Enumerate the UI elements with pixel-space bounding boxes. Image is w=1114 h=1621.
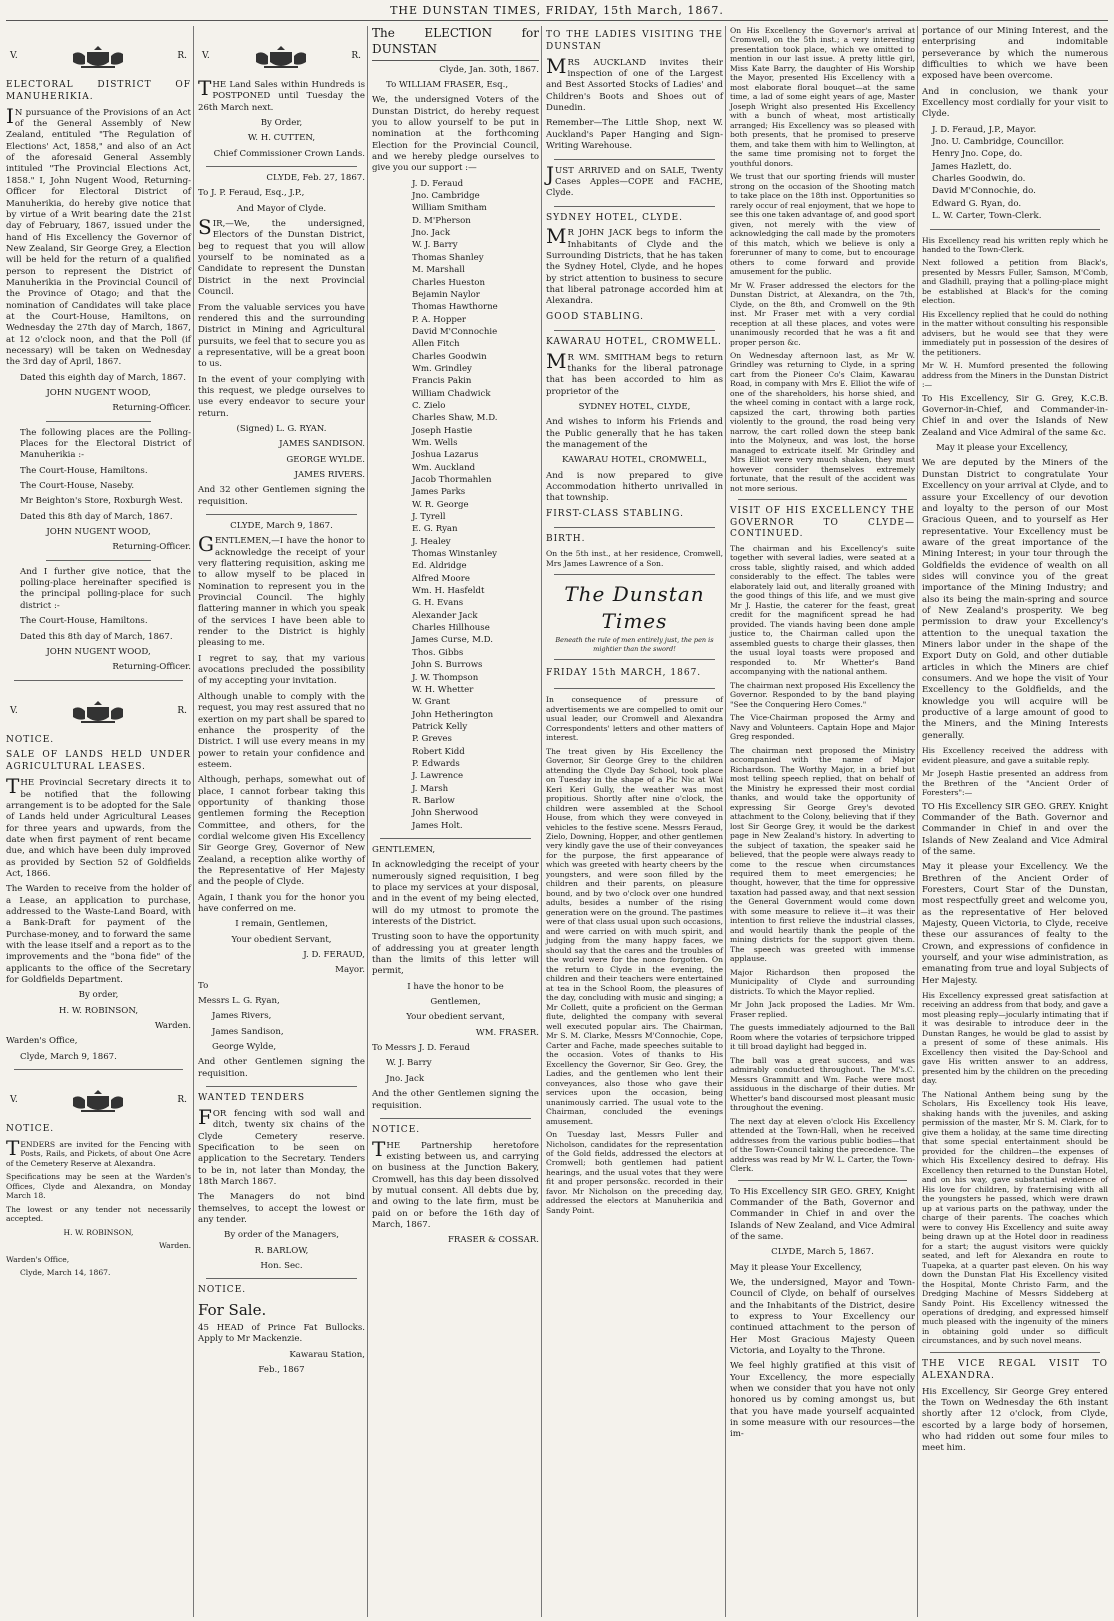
news-paragraph: Mr W. H. Mumford presented the following address from the Miners in the Dunstan District :— — [922, 361, 1108, 390]
apples-ad: JUST ARRIVED and on SALE, Twenty Cases Apples—COPE and FACHE, Clyde. — [546, 161, 723, 199]
birth-heading: BIRTH. — [546, 533, 586, 544]
dated-line: Dated this eighth day of March, 1867. — [20, 372, 186, 383]
signer: WM. FRASER. — [475, 1027, 539, 1038]
stabling-heading: GOOD STABLING. — [546, 311, 644, 322]
reply-body: Although unable to comply with the request, you may rest assured that no exertion on my part shall be spared to enhance the prosperity of the District. I will use every means in my power to retain your confidence and esteem. — [198, 691, 365, 770]
royal-crest — [10, 1088, 187, 1114]
news-paragraph: The ball was a great success, and was admirably conducted throughout. The M's.C. Messrs Grammitt and Wm. Fache were most assiduous in the discharge of their duties. Mr Whetter's band discoursed most pleasant music throughout the evening. — [730, 1055, 915, 1113]
crest-r: R. — [177, 705, 187, 716]
address-heading: TO His Excellency SIR GEO. GREY. Knight Commander of the Bath. Governor and Commander in Chief in and over the Islands of New Zealand and Vice Admiral of the same. — [922, 801, 1108, 857]
masthead: THE DUNSTAN TIMES, FRIDAY, 15th March, 1867. — [390, 4, 724, 17]
signatory-name: W. R. George — [412, 499, 469, 510]
address-body: portance of our Mining Interest, and the enterprising and indomitable perseverance by which the numerous difficulties to which we have been exposed have been overcome. — [922, 26, 1108, 82]
signatory-name: John Sherwood — [412, 808, 479, 819]
land-sales-notice: THE Land Sales within Hundreds is POSTPONED until Tuesday the 26th March next. — [198, 76, 365, 113]
separator — [46, 421, 151, 422]
salutation: GENTLEMEN, — [372, 844, 436, 855]
dated-line: Dated this 8th day of March, 1867. — [20, 511, 173, 522]
royal-crest — [10, 44, 187, 70]
bullocks-ad: 45 HEAD of Prince Fat Bullocks. Apply to Mr Mackenzie. — [198, 1323, 365, 1345]
news-paragraph: The chairman next proposed His Excellency the Governor. Responded to by the band playing "See the Conquering Hero Comes." — [730, 680, 915, 709]
ladies-body: Remember—The Little Shop, next W. Auckland's Paper Hanging and Sign-Writing Warehouse. — [546, 118, 723, 152]
smitham-body: And is now prepared to give Accommodation hitherto unrivalled in that township. — [546, 470, 723, 504]
signatory-name: Wm. Grindley — [412, 363, 472, 374]
editorial-paragraph: The treat given by His Excellency the Governor, Sir George Grey to the children attending the Clyde Day School, took place on Tuesday in the shape of a Pic Nic at Wai Keri Keri Gully, the weather was most propitious. Shortly after nine o'clock, the children were assembled at the School House, from which they were conveyed in vehicles to the festive scene. Messrs Feraud, Zielo, Downing, Hopper, and other gentlemen very kindly gave the use of their conveyances for the purpose, the first appearance of which was greeted with hearty cheers by the youngsters, and were soon filled by the children and their parents, on pleasure bound, and by two o'clock over one hundred adults, besides a number of the rising generation were on the ground. The pastimes were of that class usual upon such occasions, and were carried on with much spirit, and judging from the many happy faces, we should say that the cares and the troubles of the world were for the nonce forgotten. On the return to Clyde in the evening, the children and their teachers were entertained at tea in the School Room, the pleasures of the day, concluding with music and singing; a Mr Collett, quite a proficient on the German flute, delighted the company with several well executed popular airs. The Chairman, Mr S. M. Clarke, Messrs M'Connochie, Cope, Carter and Fache, made speeches suitable to the occasion. Votes of thanks to His Excellency the Governor, Sir Geo. Grey, the Ladies, and the gentlemen who lent their conveyances, also those who gave their services upon the occasion, being unanimously carried. The usual vote to the Chairman, concluded the evenings amusement. — [546, 746, 723, 1126]
address-body: We, the undersigned, Mayor and Town-Council of Clyde, on behalf of ourselves and the Inhabitants of the District, desire to express to Your Excellency our continued attachment to the person of Her Most Gracious Majesty Queen Victoria, and Loyalty to the Throne. — [730, 1277, 915, 1356]
notice-heading: NOTICE. — [372, 1124, 421, 1135]
sale-body: THE Provincial Secretary directs it to be notified that the following arrangement is to be adopted for the Sale of Lands held under Agricultural Leases for three years and upwards, from the date when first payment of rent became due, and which have been duly improved as provided by Section 52 of Goldfields Act, 1866. — [6, 774, 191, 879]
signatory-name: Jno. Jack — [412, 228, 451, 239]
tenders-body: Specifications may be seen at the Warden's Offices, Clyde and Alexandra, on Monday March 18. — [6, 1172, 191, 1201]
signatory-name: Robert Kidd — [412, 746, 465, 757]
separator — [554, 206, 715, 207]
news-paragraph: Mr John Jack proposed the Ladies. Mr Wm. Fraser replied. — [730, 1000, 915, 1019]
jack-body: MR JOHN JACK begs to inform the Inhabitants of Clyde and the Surrounding Districts, that he has taken the Sydney Hotel, Clyde, and he hopes by strict attention to business to secure that liberal patronage accorded him at Alexandra. — [546, 224, 723, 307]
requisition-body: SIR,—We, the undersigned, Electors of the Dunstan District, beg to request that you will allow yourself to be nominated as a Candidate to represent the Dunstan District in the next Provincial Council. — [198, 215, 365, 298]
wanted-tenders-heading: WANTED TENDERS — [198, 1093, 306, 1104]
hotel-name: SYDNEY HOTEL, CLYDE, — [578, 401, 691, 412]
fencing-body: The Managers do not bind themselves, to accept the lowest or any tender. — [198, 1192, 365, 1226]
signatory-name: J. Tyrell — [412, 512, 446, 523]
signatory-name: James Parks — [412, 487, 466, 498]
station-line: Kawarau Station, — [289, 1349, 365, 1360]
signatory-name: Jno. Cambridge — [412, 191, 480, 202]
stabling-heading: FIRST-CLASS STABLING. — [546, 508, 684, 519]
signatory-list — [922, 125, 1108, 223]
signatory-name: Edward G. Ryan, do. — [932, 198, 1022, 209]
requisition-body: In the event of your complying with this request, we pledge ourselves to use every endeavor to secure your return. — [198, 374, 365, 419]
signatory-name: Jno. U. Cambridge, Councillor. — [932, 137, 1065, 148]
tenders-body: TENDERS are invited for the Fencing with Posts, Rails, and Pickets, of about One Acre of the Cemetery Reserve at Alexandra. — [6, 1135, 191, 1168]
news-paragraph: The guests immediately adjourned to the Ball Room where the votaries of terpsichore tripped it till broad daylight had begged in. — [730, 1023, 915, 1052]
by-order: By order, — [78, 990, 119, 1001]
requisition-body: We, the undersigned Voters of the Dunstan District, do hereby request you to allow yourself to be put in nomination at the forthcoming Election for the Provincial Council, and we hereby pledge ourselves to give you our support :— — [372, 95, 539, 174]
electoral-body: IN pursuance of the Provisions of an Act of the General Assembly of New Zealand, entituled "The Regulation of Elections' Act, 1858," and also of an Act of the aforesaid General Assembly intituled "The Provincial Elections Act, 1858." I, John Nugent Wood, Returning-Officer for Electoral District of Manuherikia, do hereby give notice that by virtue of a Writ bearing date the 21st day of February, 1867, issued under the hand of His Excellency the Governor of New Zealand, Sir George Grey, a Election will be held for the return of a qualified person to represent the District of Manuherikia in the Provincial Council of the Province of Otago; and that the nomination of Candidates will take place at the Court-House, Hamiltons, on Wednesday the 27th day of March, 1867, at 12 o'clock noon, and that the Poll (if necessary) will be taken on Wednesday the 3rd day of April, 1867. — [6, 103, 191, 368]
addressee: James Sandison, — [212, 1026, 284, 1037]
column-3 — [370, 26, 542, 1617]
signatory-name: James Hazlett, do. — [932, 161, 1012, 172]
salutation: May it please your Excellency, — [936, 443, 1068, 454]
signatory-name: Bejamin Naylor — [412, 289, 480, 300]
signatory-name: Thos. Gibbs — [412, 647, 464, 658]
by-order: By Order, — [260, 118, 303, 129]
signatory-name: Wm. Auckland — [412, 462, 476, 473]
addressee: To J. P. Feraud, Esq., J.P., — [198, 188, 305, 199]
principal-place: The Court-House, Hamiltons. — [20, 616, 148, 627]
address-body: And in conclusion, we thank your Excellency most cordially for your visit to Clyde. — [922, 86, 1108, 120]
signature: JAMES RIVERS. — [294, 469, 365, 480]
crest-r: R. — [177, 51, 187, 62]
addressee: Jno. Jack — [386, 1073, 425, 1084]
news-paragraph: His Excellency, Sir George Grey entered the Town on Wednesday the 6th instant shortly after 12 o'clock, from Clyde, escorted by a large body of horsemen, who had ridden out some four miles to meet him. — [922, 1386, 1108, 1454]
electoral-heading: ELECTORAL DISTRICT OF MANUHERIKIA. — [6, 80, 191, 102]
signatory-name: Charles Hillhouse — [412, 623, 490, 634]
reply-body: GENTLEMEN,—I have the honor to acknowledge the receipt of your very flattering requisition, asking me to allow myself to be placed in Nomination to represent you in the Provincial Council. The highly flattering manner in which you speak of the services I have been able to render to the District is highly pleasing to me. — [198, 532, 365, 649]
reply-footer: And other Gentlemen signing the requisition. — [198, 1057, 365, 1079]
dated-line: Dated this 8th day of March, 1867. — [20, 631, 173, 642]
reply-body: Trusting soon to have the opportunity of addressing you at greater length than the limits of this letter will permit, — [372, 932, 539, 977]
requisition-body: From the valuable services you have rendered this and the surrounding District in Mining and Agricultural pursuits, we feel that to secure you as a representative, will be a great boon to us. — [198, 302, 365, 370]
signer: JOHN NUGENT WOOD, — [46, 527, 151, 538]
signer-role: Warden. — [159, 1241, 191, 1251]
signer-role: Hon. Sec. — [260, 1261, 303, 1272]
signer: R. BARLOW, — [254, 1245, 309, 1256]
separator — [380, 838, 531, 839]
masthead-rule — [6, 20, 1108, 21]
birth-body: On the 5th inst., at her residence, Cromwell, Mrs James Lawrence of a Son. — [546, 549, 723, 568]
news-paragraph: Next followed a petition from Black's, presented by Messrs Fuller, Samson, M'Comb, and Gladhill, praying that a polling-place might be established at Black's for the coming election. — [922, 258, 1108, 306]
polling-place: Mr Beighton's Store, Roxburgh West. — [20, 496, 183, 507]
signer-role: Returning-Officer. — [112, 403, 191, 414]
signatory-name: Joseph Hastie — [412, 425, 473, 436]
signatory-name: J. D. Feraud, J.P., Mayor. — [932, 124, 1037, 135]
signer-role: Returning-Officer. — [112, 542, 191, 553]
signatory-name: G. H. Evans — [412, 598, 464, 609]
separator — [14, 680, 183, 681]
dateline: CLYDE, March 5, 1867. — [771, 1247, 874, 1258]
signatory-name: Thomas Winstanley — [412, 549, 498, 560]
office-line: Warden's Office, — [6, 1036, 78, 1047]
signatory-name: James Holt. — [412, 820, 463, 831]
addressee: And Mayor of Clyde. — [236, 203, 327, 214]
signatory-name: W. J. Barry — [412, 240, 458, 251]
signatory-name: Allen Fitch — [412, 339, 460, 350]
salutation: May it please Your Excellency, — [730, 1262, 862, 1273]
crest-v: V. — [10, 51, 18, 62]
signatory-name: E. G. Ryan — [412, 524, 458, 535]
signatory-name: William Chadwick — [412, 388, 491, 399]
notice-heading: NOTICE. — [6, 734, 55, 745]
news-paragraph: Mr Joseph Hastie presented an address from the Brethren of the "Ancient Order of Foresters":— — [922, 769, 1108, 798]
signatory-name: J. D. Feraud — [412, 178, 464, 189]
by-order: By order of the Managers, — [224, 1230, 339, 1241]
separator — [554, 527, 715, 528]
separator — [206, 1278, 357, 1279]
smitham-body: And wishes to inform his Friends and the Public generally that he has taken the management of the — [546, 417, 723, 450]
signatory-name: Wm. Wells — [412, 437, 458, 448]
signatory-name: D. M'Pherson — [412, 215, 471, 226]
signatory-name: Charles Goodwin — [412, 351, 487, 362]
news-paragraph: Mr W. Fraser addressed the electors for the Dunstan District, at Alexandra, on the 7th, Clyde, on the 8th, and Cromwell on the 9th inst. Mr Fraser met with a very cordial reception at all these places, and votes were unanimously recorded that he was a fit and proper person &c. — [730, 280, 915, 347]
fencing-body: FOR fencing with sod wall and ditch, twenty six chains of the Clyde Cemetery reserve. Specification to be seen on application to the Secretary. Tenders to be in, not later than Monday, the 18th March 1867. — [198, 1105, 365, 1188]
signatory-name: P. A. Hopper — [412, 314, 467, 325]
address-body: We feel highly gratified at this visit of Your Excellency, the more especially when we consider that you have not only honored us by coming amongst us, but that you have made yourself acquainted in some measure with our resources—the im- — [730, 1361, 915, 1440]
signatory-name: W. H. Whetter — [412, 684, 474, 695]
smitham-body: MR WM. SMITHAM begs to return thanks for the liberal patronage that has been accorded to him as proprietor of the — [546, 348, 723, 397]
signer: JOHN NUGENT WOOD, — [46, 646, 151, 657]
partnership-notice: THE Partnership heretofore existing between us, and carrying on business at the Junction Bakery, Cromwell, has this day been dissolved by mutual consent. All debts due by, and owing to the late firm, must be paid on or before the 16th day of March, 1867. — [372, 1136, 539, 1231]
addressee: W. J. Barry — [386, 1058, 432, 1069]
separator — [554, 330, 715, 331]
signatory-name: John S. Burrows — [412, 660, 483, 671]
separator — [206, 1086, 357, 1087]
signatory-name: Thomas Shanley — [412, 252, 484, 263]
column-4 — [544, 26, 726, 1617]
signatory-name: James Curse, M.D. — [412, 635, 493, 646]
separator — [46, 560, 151, 561]
signatory-name: Charles Hueston — [412, 277, 486, 288]
address-heading: To His Excellency, Sir G. Grey, K.C.B. Governor-in-Chief, and Commander-in-Chief in and over the Islands of New Zealand and Vice Admiral of the same &c. — [922, 393, 1108, 438]
dateline: CLYDE, Feb. 27, 1867. — [266, 173, 365, 184]
news-paragraph: The chairman and his Excellency's suite together with several ladies, were seated at a cross table, slightly raised, and which added considerably to the effect. The tables were elaborately laid out, and literally groaned with the good things of this life, and we must give Mr J. Hastie, the caterer for the feast, great credit for the magnificent spread he had provided. The viands having been done ample justice to, the Chairman called upon the assembled guests to charge their glasses, then the usual loyal toasts were proposed and responded to. Mr Whetter's Band accompanying with the national anthem. — [730, 544, 915, 677]
signatory-name: Joshua Lazarus — [412, 450, 479, 461]
crest-v: V. — [10, 705, 18, 716]
crest-v: V. — [10, 1095, 18, 1106]
separator — [14, 1069, 183, 1070]
signature: JAMES SANDISON. — [279, 439, 365, 450]
regal-visit-heading: THE VICE REGAL VISIT TO ALEXANDRA. — [922, 1358, 1108, 1381]
signatory-name: Wm. H. Hasfeldt — [412, 586, 485, 597]
signer: J. D. FERAUD, — [303, 950, 365, 961]
signer: FRASER & COSSAR. — [447, 1235, 539, 1246]
office-date: Clyde, March 9, 1867. — [20, 1051, 117, 1062]
reply-body: In acknowledging the receipt of your numerously signed requisition, I beg to place my services at your disposal, and in the event of my being elected, will do my utmost to promote the interests of the District. — [372, 860, 539, 928]
signatory-name: J. Marsh — [412, 783, 449, 794]
news-paragraph: The National Anthem being sung by the Scholars, His Excellency took His leave, shaking hands with the juveniles, and asking permission of the master, Mr S. M. Clark, for to give them a holiday, at the same time directing that some special entertainment should be provided for the children—the expenses of which His Excellency desired to defray. His Excellency then returned to the Dunstan Hotel, and on his way, gave substantial evidence of His love for children, by fraternising with all the youngsters he passed, which were drawn up at various parts on the pathway, under the charge of their parents. The coaches which were to convey His Excellency and suite away being drawn up at the Hotel door in readiness for a start; the august visitors were quickly seated, and left for Alexandra en route to Tuapeka, at a quarter past eleven. On his way down the Dunstan Flat His Excellency visited the Hospital, Monte Christo Farm, and the Dredging Machine of Messrs Siddeberg at Sandy Point. His Excellency witnessed the operations of dredging, and expressed himself much pleased with the ingenuity of the miners in obtaining gold under so difficult circumstances, and by such novel means. — [922, 1089, 1108, 1346]
news-paragraph: On His Excellency the Governor's arrival at Cromwell, on the 5th inst.; a very interesting presentation took place, which we omitted to mention in our last issue. A pretty little girl, Miss Kate Barry, the daughter of His Worship the Mayor, presented His Excellency with a most elaborate floral bouquet—at the same time, a lad of some eight years of age, Master Joseph Wright also presented His Excellency with a bunch of wheat, most artistically arranged; His Excellency was so pleased with both presents, that he promised to preserve them, and take them with him to Wellington, at the same time promising not to forget the youthful donors. — [730, 26, 915, 168]
kawarau-hotel-heading: KAWARAU HOTEL, CROMWELL. — [546, 336, 722, 347]
signatory-name: John Hetherington — [412, 709, 494, 720]
tenders-body: The lowest or any tender not necessarily accepted. — [6, 1204, 191, 1224]
dateline: Clyde, Jan. 30th, 1867. — [439, 64, 539, 75]
editorial-paragraph: On Tuesday last, Messrs Fuller and Nicholson, candidates for the representation of the Gold fields, addressed the electors at Cromwell; both gentlemen had patient hearings, and the usual votes that they were fit and proper persons&c. recorded in their favor. Mr Nicholson on the preceding day, addressed the electors at Manuherikia and Sandy Point. — [546, 1130, 723, 1215]
sydney-hotel-heading: SYDNEY HOTEL, CLYDE. — [546, 212, 683, 223]
signatory-name: R. Barlow — [412, 795, 455, 806]
separator — [206, 514, 357, 515]
news-paragraph: His Excellency replied that he could do nothing in the matter without consulting his responsible advisers, but he would see that they were immediately put in possession of the desires of the petitioners. — [922, 309, 1108, 357]
for-sale-heading: For Sale. — [198, 1301, 267, 1320]
paper-title: The Dunstan Times — [564, 582, 705, 633]
signature: GEORGE WYLDE. — [286, 454, 365, 465]
office-line: Warden's Office, — [6, 1254, 70, 1264]
editorial-paragraph: In consequence of pressure of advertisements we are compelled to omit our usual leader, our Cromwell and Alexandra Correspondents' letters and other matters of interest. — [546, 695, 723, 743]
column-5 — [728, 26, 918, 1617]
crest-r: R. — [177, 1095, 187, 1106]
signatory-name: C. Zielo — [412, 400, 446, 411]
separator — [554, 159, 715, 160]
news-paragraph: On Wednesday afternoon last, as Mr W. Grindley was returning to Clyde, in a spring cart from the Pioneer Co's Claim, Kawarau Road, in company with Mrs E. Elliot the wife of one of the shareholders, his horse shied, and the wheel coming in contact with a large rock, capsized the cart, throwing both parties violently to the ground, the road being very narrow, the cart rolled down the steep bank into the Molyneux, and was lost, the horse managed to extricate itself. Mr Grindley and Mrs Elliot were very much shaken, they must however consider themselves extremely fortunate, that the result of the accident was not more serious. — [730, 350, 915, 493]
closing: Your obedient servant, — [406, 1012, 505, 1023]
sale-heading: SALE OF LANDS HELD UNDER AGRICULTURAL LEASES. — [6, 750, 191, 773]
notice-heading: NOTICE. — [198, 1285, 247, 1296]
coat-of-arms-icon — [67, 44, 129, 70]
signatory-name: P. Edwards — [412, 758, 460, 769]
signatory-name: J. W. Thompson — [412, 672, 479, 683]
signatory-name: W. Grant — [412, 697, 450, 708]
crest-v: V. — [202, 51, 210, 62]
signatory-name: J. Lawrence — [412, 771, 464, 782]
address-body: We are deputed by the Miners of the Dunstan District to congratulate Your Excellency on your arrival at Clyde, and to assure your Excellency of our devotion and loyalty to the person of our Most Gracious Queen, and to yourself as Her representative. Your Excellency must be aware of the great importance of the Mining Interest; in your tour through the Goldfields the evidence of wealth on all sides will convince you of the great importance of the Mining Industry; and also its being the main-spring and source of New Zealand's prosperity. We beg permission to draw your Excellency's attention to the unequal taxation the Miners labor under in the shape of the Export Duty on Gold, and other dutiable articles in which the Miners are chief consumers. And we hope the visit of Your Excellency to the Goldfields, and the knowledge you will acquire will be productive of a large amount of good to the Miners, and the Mining Interests generally. — [922, 458, 1108, 741]
issue-date: FRIDAY 15th MARCH, 1867. — [546, 668, 702, 679]
signatory-list — [372, 179, 539, 832]
signer: W. H. CUTTEN, — [247, 133, 316, 144]
polling-intro: The following places are the Polling-Places for the Electoral District of Manuherikia :- — [20, 427, 191, 461]
signatory-name: Patrick Kelly — [412, 721, 468, 732]
closing: I have the honor to be — [407, 981, 504, 992]
news-paragraph: His Excellency expressed great satisfaction at receiving an address from that body, and gave a most pleasing reply—jocularly intimating that if it was desirable to introduce deer in the Dunstan Ranges, he would be glad to assist by a present of some of these animals. His Excellency then visited the Day-School and gave His written answer to an address, presented him by the children on the preceding day. — [922, 991, 1108, 1086]
signer-role: Chief Commissioner Crown Lands. — [213, 148, 365, 159]
coat-of-arms-icon — [250, 44, 312, 70]
signatory-name: Charles Goodwin, do. — [932, 174, 1026, 185]
election-title: The ELECTION for DUNSTAN — [372, 26, 539, 61]
separator — [554, 574, 715, 575]
news-paragraph: His Excellency read his written reply which he handed to the Town-Clerk. — [922, 235, 1108, 254]
signatory-name: Francis Pakin — [412, 376, 472, 387]
separator — [738, 499, 907, 500]
news-paragraph: The chairman next proposed the Ministry accompanied with the name of Major Richardson. The Worthy Major, in a brief but most telling speech replied, that on behalf of the Ministry he expressed their most cordial thanks, and would take the opportunity of expressing Sir George Grey's devoted attachment to the Colony, believing that if they lost Sir George Grey, it would be the darkest page in New Zealand's history. In adverting to the subject of taxation, the speaker said he believed, that the people were always ready to come to the rescue when circumstances required them to meet emergencies; he thought, however, that the time for oppressive taxation had passed away, and that next session the General Government would come down with some measure to relieve it—it was their intention to first relieve the industrial classes, and would heartily thank the people of the mining districts for the support given them. The speech was greeted with immense applause. — [730, 745, 915, 964]
closing: I remain, Gentlemen, — [235, 919, 328, 930]
signatory-name: M. Marshall — [412, 265, 465, 276]
signatory-name: David M'Connochie — [412, 326, 498, 337]
signatory-name: Henry Jno. Cope, do. — [932, 149, 1023, 160]
paper-motto: Beneath the rule of men entirely just, the pen is mightier than the sword! — [555, 636, 714, 653]
signatory-name: Jacob Thormahlen — [412, 475, 492, 485]
principal-notice: And I further give notice, that the polling-place hereinafter specified is the principal polling-place for such district :- — [20, 566, 191, 611]
visit-heading: VISIT OF HIS EXCELLENCY THE GOVERNOR TO CLYDE—CONTINUED. — [730, 506, 915, 539]
royal-crest — [10, 699, 187, 725]
signer-role: Returning-Officer. — [112, 662, 191, 673]
reply-footer: And the other Gentlemen signing the requisition. — [372, 1089, 539, 1111]
signature: (Signed) L. G. RYAN. — [236, 423, 327, 434]
news-paragraph: Major Richardson then proposed the Municipality of Clyde and surrounding districts. To which the Mayor replied. — [730, 967, 915, 996]
column-1 — [4, 26, 194, 1617]
separator — [206, 166, 357, 167]
address-heading: To His Excellency SIR GEO. GREY, Knight Commander of the Bath, Governor and Commander in Chief in and over the Islands of New Zealand, and Vice Admiral of the same. — [730, 1186, 915, 1242]
separator — [930, 1352, 1100, 1353]
signer-role: Mayor. — [335, 965, 365, 976]
addressee: To WILLIAM FRASER, Esq., — [386, 80, 509, 90]
polling-place: The Court-House, Hamiltons. — [20, 465, 148, 476]
separator — [380, 1118, 531, 1119]
separator — [554, 659, 715, 660]
crest-r: R. — [351, 51, 361, 62]
closing: Your obedient Servant, — [231, 934, 332, 945]
signatory-name: David M'Connochie, do. — [932, 186, 1036, 197]
signatory-name: L. W. Carter, Town-Clerk. — [932, 211, 1042, 222]
signatory-name: Alexander Jack — [412, 610, 478, 621]
addressee: Messrs L. G. Ryan, — [198, 996, 280, 1007]
addressee: George Wylde, — [212, 1042, 277, 1053]
ladies-body: MRS AUCKLAND invites their inspection of one of the Largest and Best Assorted Stocks of Ladies' and Children's Boots and Shoes out of Dunedin. — [546, 53, 723, 114]
dateline: CLYDE, March 9, 1867. — [230, 521, 333, 531]
signatory-name: P. Greves — [412, 734, 452, 745]
separator — [738, 1180, 907, 1181]
requisition-footer: And 32 other Gentlemen signing the requisition. — [198, 485, 365, 507]
closing: Gentlemen, — [430, 997, 481, 1008]
news-paragraph: The next day at eleven o'clock His Excellency attended at the Town-Hall, when he received addresses from the various public bodies—that of the Town-Council taking the precedence. The address was read by Mr W. L. Carter, the Town-Clerk. — [730, 1116, 915, 1174]
addressee: James Rivers, — [212, 1011, 272, 1022]
signatory-name: Thomas Hawthorne — [412, 302, 498, 313]
reply-body: Although, perhaps, somewhat out of place, I cannot forbear taking this opportunity of thanking those gentlemen forming the Reception Committee, and others, for the cordial welcome given His Excellency Sir George Grey, Governor of New Zealand, a reception alike worthy of the Representative of Her Majesty and the people of Clyde. — [198, 775, 365, 888]
separator — [554, 688, 715, 689]
separator — [930, 229, 1100, 230]
signatory-name: Charles Shaw, M.D. — [412, 413, 498, 424]
notice-heading: NOTICE. — [6, 1124, 55, 1135]
ladies-heading: TO THE LADIES VISITING THE DUNSTAN — [546, 30, 723, 52]
polling-place: The Court-House, Naseby. — [20, 481, 135, 492]
addressee: To Messrs J. D. Feraud — [372, 1043, 471, 1054]
signer: H. W. ROBINSON, — [63, 1227, 134, 1237]
station-date: Feb., 1867 — [258, 1365, 305, 1376]
news-paragraph: We trust that our sporting friends will muster strong on the occasion of the Shooting match to take place on the 18th inst. Opportunities so rarely occur of real enjoyment, that we hope to see this one taken advantage of, and good sport given, not merely with the view of acknowledging the call made by the promoters of this match, which we believe is only a forerunner of many to come, but to encourage others to come forward and provide amusement for the public. — [730, 172, 915, 277]
signer: H. W. ROBINSON, — [58, 1005, 139, 1016]
news-paragraph: The Vice-Chairman proposed the Army and Navy and Volunteers. Captain Hope and Major Greg responded. — [730, 713, 915, 742]
signatory-name: Ed. Aldridge — [412, 561, 467, 572]
signatory-name: Alfred Moore — [412, 573, 470, 584]
royal-crest — [202, 44, 361, 70]
hotel-name: KAWARAU HOTEL, CROMWELL, — [561, 455, 708, 466]
office-date: Clyde, March 14, 1867. — [20, 1268, 111, 1278]
sale-body: The Warden to receive from the holder of a Lease, an application to purchase, addressed to the Waste-Land Board, with a Bank-Draft for payment of the Purchase-money, and to forward the same with the lease itself and a report as to the improvements and the "bona fide" of the applicants to the office of the Secretary for Goldfields Department. — [6, 884, 191, 985]
signatory-name: William Smitham — [412, 203, 487, 214]
reply-body: Again, I thank you for the honor you have conferred on me. — [198, 892, 365, 914]
signer: JOHN NUGENT WOOD, — [46, 388, 151, 398]
coat-of-arms-icon — [67, 1088, 129, 1114]
signatory-name: J. Healey — [412, 536, 451, 547]
signer-role: Warden. — [154, 1021, 191, 1032]
column-6 — [920, 26, 1110, 1617]
news-paragraph: His Excellency received the address with evident pleasure, and gave a suitable reply. — [922, 746, 1108, 765]
addressee: To — [198, 980, 209, 991]
reply-body: I regret to say, that my various avocations precluded the possibility of my accepting your invitation. — [198, 653, 365, 687]
coat-of-arms-icon — [67, 699, 129, 725]
address-body: May it please your Excellency. We the Brethren of the Ancient Order of Foresters, Court Star of the Dunstan, most respectfully greet and welcome you, as the representative of Her beloved Majesty, Queen Victoria, to Clyde, receive these our assurances of fealty to the Crown, and expressions of confidence in yourself, and your wise administration, as emanating from true and loyal Subjects of Her Majesty. — [922, 862, 1108, 986]
column-2 — [196, 26, 368, 1617]
